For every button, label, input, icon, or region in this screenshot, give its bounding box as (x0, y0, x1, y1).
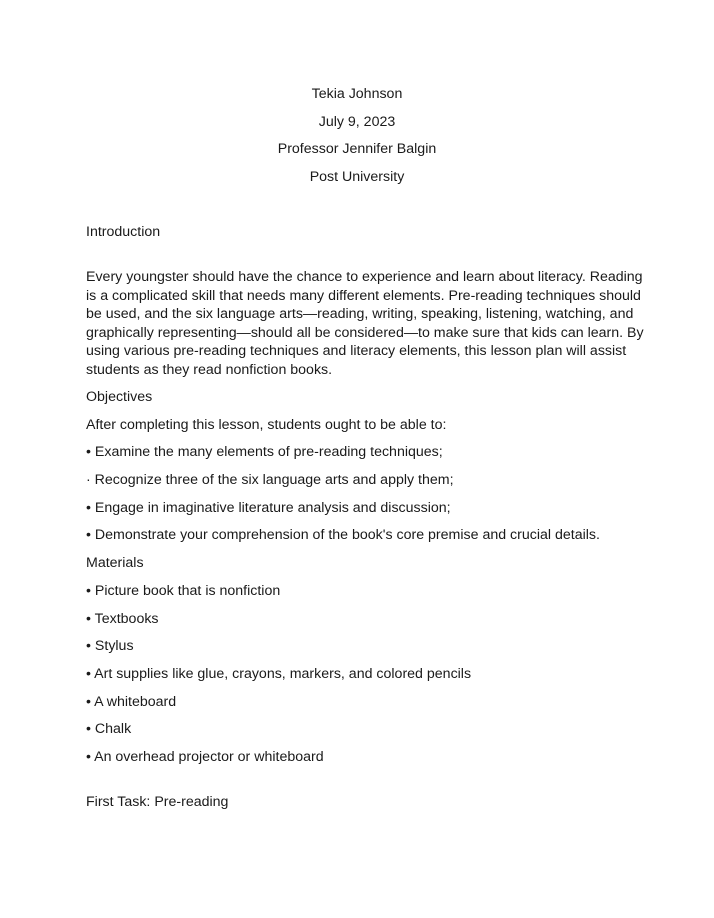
author-name: Tekia Johnson (311, 86, 403, 102)
objective-item: • Engage in imaginative literature analysis and discussion; (86, 500, 451, 516)
objective-item: • Demonstrate your comprehension of the book's core premise and crucial details. (86, 527, 600, 543)
objectives-heading: Objectives (86, 389, 153, 405)
introduction-paragraph: Every youngster should have the chance to experience and learn about literacy. Reading is a complicated skill that needs many different elements. Pre-reading techniques should be used, and the six language arts—reading, writing, speaking, listening, watching, and graphically representing—should all be considered—to make sure that kids can learn. By using various pre-reading techniques and literacy elements, this lesson plan will assist students as they read nonfiction books. (86, 269, 644, 378)
objective-item: · Recognize three of the six language arts and apply them; (86, 472, 454, 488)
material-item: • Stylus (86, 638, 134, 654)
first-task-heading: First Task: Pre-reading (86, 794, 229, 810)
introduction-heading: Introduction (86, 224, 161, 240)
material-item: • A whiteboard (86, 694, 177, 710)
document-date: July 9, 2023 (318, 114, 396, 130)
professor-name: Professor Jennifer Balgin (277, 141, 437, 157)
objective-item: • Examine the many elements of pre-reading techniques; (86, 444, 443, 460)
material-item: • Chalk (86, 721, 132, 737)
institution-name: Post University (309, 169, 405, 185)
material-item: • Textbooks (86, 611, 159, 627)
materials-heading: Materials (86, 555, 144, 571)
objectives-lead: After completing this lesson, students ought to be able to: (86, 417, 447, 433)
material-item: • An overhead projector or whiteboard (86, 749, 324, 765)
material-item: • Picture book that is nonfiction (86, 583, 281, 599)
material-item: • Art supplies like glue, crayons, markers, and colored pencils (86, 666, 472, 682)
